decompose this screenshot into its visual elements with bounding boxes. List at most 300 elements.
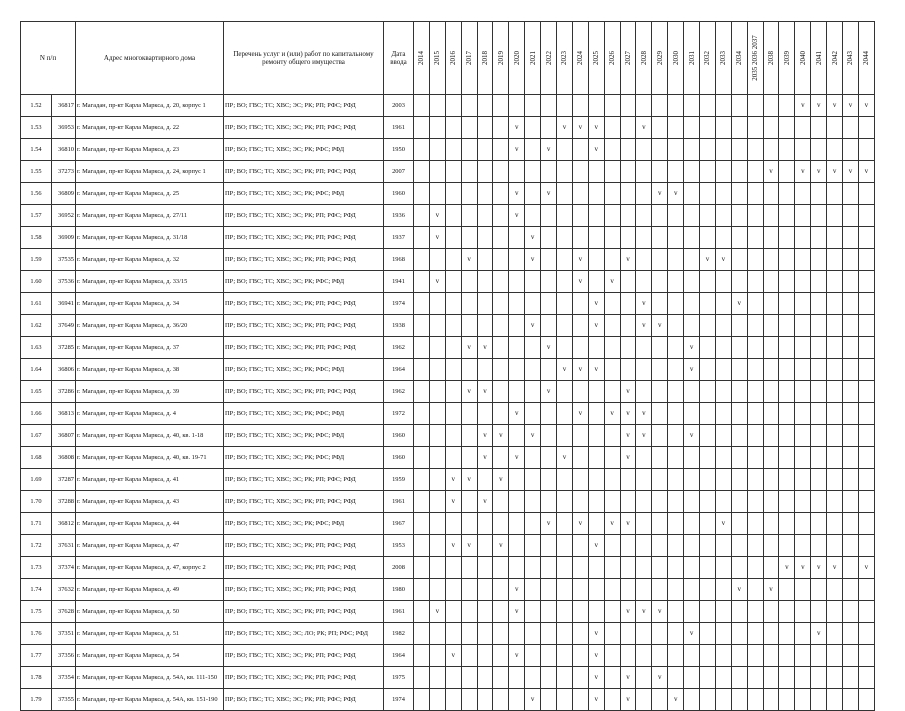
commission-year-cell: 1974 [384, 293, 414, 315]
year-mark-cell [763, 359, 779, 381]
header-year [843, 22, 859, 95]
year-mark-cell [429, 403, 445, 425]
year-mark-cell [684, 601, 700, 623]
year-mark-cell [795, 227, 811, 249]
year-mark-cell [811, 359, 827, 381]
year-mark-cell [747, 447, 763, 469]
year-mark-cell [779, 139, 795, 161]
year-mark-cell [477, 205, 493, 227]
year-mark-cell [620, 95, 636, 117]
year-mark-cell [429, 535, 445, 557]
year-mark-cell [652, 205, 668, 227]
year-mark-cell [588, 271, 604, 293]
services-cell: ПР; ВО; ГВС; ТС; ХВС; ЭС; РК; РФС; РФД [224, 183, 384, 205]
year-mark-cell [493, 117, 509, 139]
row-number-cell: 1.73 [21, 557, 52, 579]
year-mark-cell [747, 623, 763, 645]
year-mark-cell: v [541, 513, 557, 535]
services-cell: ПР; ВО; ГВС; ТС; ХВС; ЭС; РК; РП; РФС; РФД [224, 161, 384, 183]
year-mark-cell [620, 535, 636, 557]
year-mark-cell [572, 425, 588, 447]
house-id-cell: 36810 [52, 139, 76, 161]
year-mark-cell [445, 403, 461, 425]
year-mark-cell [779, 359, 795, 381]
year-mark-cell: v [509, 183, 525, 205]
year-mark-cell [843, 139, 859, 161]
year-mark-cell [509, 491, 525, 513]
year-mark-cell [811, 293, 827, 315]
year-mark-cell [557, 293, 573, 315]
year-mark-cell [700, 513, 716, 535]
year-mark-cell [588, 95, 604, 117]
commission-year-cell: 1953 [384, 535, 414, 557]
year-mark-cell [477, 513, 493, 535]
year-mark-cell [684, 645, 700, 667]
services-cell: ПР; ВО; ГВС; ТС; ХВС; ЭС; РК; РФС; РФД [224, 359, 384, 381]
year-mark-cell: v [557, 117, 573, 139]
year-mark-cell [620, 227, 636, 249]
year-mark-cell [779, 381, 795, 403]
year-mark-cell: v [445, 491, 461, 513]
year-mark-cell [731, 535, 747, 557]
year-mark-cell [700, 601, 716, 623]
year-mark-cell: v [811, 623, 827, 645]
year-mark-cell [668, 579, 684, 601]
year-mark-cell [414, 337, 430, 359]
year-mark-cell [795, 117, 811, 139]
year-mark-cell [668, 491, 684, 513]
year-mark-cell: v [541, 381, 557, 403]
year-mark-cell [843, 447, 859, 469]
year-mark-cell [414, 183, 430, 205]
year-mark-cell [668, 315, 684, 337]
year-mark-cell [763, 337, 779, 359]
year-mark-cell [684, 667, 700, 689]
year-mark-cell [747, 227, 763, 249]
year-mark-cell [509, 557, 525, 579]
year-mark-cell [779, 469, 795, 491]
year-mark-cell [493, 601, 509, 623]
year-mark-cell [557, 337, 573, 359]
year-mark-cell [811, 491, 827, 513]
year-mark-cell [429, 161, 445, 183]
year-mark-cell [747, 689, 763, 711]
year-mark-cell [843, 469, 859, 491]
year-mark-cell [652, 227, 668, 249]
year-mark-cell [604, 667, 620, 689]
year-mark-cell [811, 117, 827, 139]
address-cell: г. Магадан, пр-кт Карла Маркса, д. 24, корпус 1 [76, 161, 224, 183]
year-mark-cell [700, 337, 716, 359]
commission-year-cell: 1938 [384, 315, 414, 337]
year-mark-cell [429, 469, 445, 491]
year-mark-cell [636, 205, 652, 227]
year-mark-cell: v [557, 359, 573, 381]
year-mark-cell [763, 249, 779, 271]
year-mark-cell [636, 513, 652, 535]
year-mark-cell [429, 689, 445, 711]
year-mark-cell [652, 535, 668, 557]
year-mark-cell: v [620, 447, 636, 469]
address-cell: г. Магадан, пр-кт Карла Маркса, д. 39 [76, 381, 224, 403]
services-cell: ПР; ВО; ГВС; ТС; ХВС; ЭС; РК; РП; РФС; РФД [224, 491, 384, 513]
house-id-cell: 37355 [52, 689, 76, 711]
repair-schedule-table [20, 21, 875, 711]
row-number-cell: 1.68 [21, 447, 52, 469]
year-mark-cell [731, 381, 747, 403]
address-cell: г. Магадан, пр-кт Карла Маркса, д. 23 [76, 139, 224, 161]
header-year [588, 22, 604, 95]
year-mark-cell: v [588, 535, 604, 557]
year-mark-cell: v [588, 667, 604, 689]
header-year-label: 2026 [608, 51, 617, 65]
year-mark-cell [858, 623, 874, 645]
commission-year-cell: 1974 [384, 689, 414, 711]
header-year [858, 22, 874, 95]
year-mark-cell [445, 95, 461, 117]
year-mark-cell: v [572, 117, 588, 139]
header-year-label: 2017 [465, 51, 474, 65]
year-mark-cell [525, 513, 541, 535]
year-mark-cell [414, 491, 430, 513]
year-mark-cell: v [827, 557, 843, 579]
year-mark-cell [541, 689, 557, 711]
year-mark-cell [731, 645, 747, 667]
year-mark-cell [715, 623, 731, 645]
address-cell: г. Магадан, пр-кт Карла Маркса, д. 47, корпус 2 [76, 557, 224, 579]
year-mark-cell [731, 315, 747, 337]
year-mark-cell [445, 139, 461, 161]
year-mark-cell [652, 117, 668, 139]
year-mark-cell [572, 557, 588, 579]
year-mark-cell [843, 183, 859, 205]
year-mark-cell: v [541, 139, 557, 161]
year-mark-cell [557, 381, 573, 403]
year-mark-cell [684, 227, 700, 249]
year-mark-cell [715, 271, 731, 293]
year-mark-cell [636, 139, 652, 161]
year-mark-cell [493, 293, 509, 315]
services-cell: ПР; ВО; ГВС; ТС; ХВС; ЭС; РК; РП; РФС; РФД [224, 645, 384, 667]
table-row [21, 601, 875, 623]
year-mark-cell [572, 667, 588, 689]
year-mark-cell [493, 667, 509, 689]
header-year [779, 22, 795, 95]
year-mark-cell [684, 205, 700, 227]
year-mark-cell [572, 447, 588, 469]
header-year-label: 2044 [862, 51, 871, 65]
house-id-cell: 37628 [52, 601, 76, 623]
year-mark-cell [747, 315, 763, 337]
year-mark-cell [795, 249, 811, 271]
year-mark-cell [779, 95, 795, 117]
year-mark-cell [795, 469, 811, 491]
year-mark-cell [604, 557, 620, 579]
year-mark-cell [700, 227, 716, 249]
year-mark-cell [541, 403, 557, 425]
year-mark-cell [827, 447, 843, 469]
year-mark-cell [414, 469, 430, 491]
year-mark-cell [715, 139, 731, 161]
services-cell: ПР; ВО; ГВС; ТС; ХВС; ЭС; РК; РП; РФС; РФД [224, 293, 384, 315]
year-mark-cell [843, 403, 859, 425]
year-mark-cell [652, 689, 668, 711]
year-mark-cell [493, 95, 509, 117]
year-mark-cell [715, 601, 731, 623]
year-mark-cell [795, 337, 811, 359]
year-mark-cell [715, 689, 731, 711]
year-mark-cell [588, 557, 604, 579]
year-mark-cell [652, 579, 668, 601]
year-mark-cell: v [445, 469, 461, 491]
year-mark-cell [715, 183, 731, 205]
year-mark-cell [827, 359, 843, 381]
year-mark-cell [684, 95, 700, 117]
year-mark-cell [827, 315, 843, 337]
year-mark-cell [763, 469, 779, 491]
year-mark-cell [461, 315, 477, 337]
commission-year-cell: 1936 [384, 205, 414, 227]
year-mark-cell [747, 535, 763, 557]
year-mark-cell [747, 381, 763, 403]
table-row [21, 205, 875, 227]
year-mark-cell: v [731, 293, 747, 315]
year-mark-cell [429, 315, 445, 337]
year-mark-cell [731, 689, 747, 711]
year-mark-cell [858, 359, 874, 381]
table-row [21, 491, 875, 513]
year-mark-cell [827, 403, 843, 425]
year-mark-cell [541, 535, 557, 557]
commission-year-cell: 1950 [384, 139, 414, 161]
year-mark-cell [763, 315, 779, 337]
year-mark-cell [477, 557, 493, 579]
services-cell: ПР; ВО; ГВС; ТС; ХВС; ЭС; РК; РП; РФС; РФД [224, 337, 384, 359]
commission-year-cell: 1941 [384, 271, 414, 293]
year-mark-cell [811, 601, 827, 623]
services-cell: ПР; ВО; ГВС; ТС; ХВС; ЭС; РК; РП; РФС; РФД [224, 689, 384, 711]
year-mark-cell [572, 689, 588, 711]
year-mark-cell [493, 623, 509, 645]
year-mark-cell: v [461, 381, 477, 403]
year-mark-cell [747, 513, 763, 535]
year-mark-cell [827, 689, 843, 711]
year-mark-cell [541, 95, 557, 117]
year-mark-cell: v [477, 337, 493, 359]
services-cell: ПР; ВО; ГВС; ТС; ХВС; ЭС; ЛО; РК; РП; РФС; РФД [224, 623, 384, 645]
year-mark-cell [747, 183, 763, 205]
year-mark-cell: v [636, 601, 652, 623]
house-id-cell: 36813 [52, 403, 76, 425]
header-year [429, 22, 445, 95]
year-mark-cell [827, 513, 843, 535]
house-id-cell: 37288 [52, 491, 76, 513]
year-mark-cell: v [731, 579, 747, 601]
year-mark-cell [461, 425, 477, 447]
year-mark-cell [541, 645, 557, 667]
year-mark-cell [684, 139, 700, 161]
year-mark-cell: v [620, 403, 636, 425]
year-mark-cell [636, 337, 652, 359]
year-mark-cell [604, 689, 620, 711]
year-mark-cell [731, 337, 747, 359]
year-mark-cell: v [795, 161, 811, 183]
year-mark-cell [779, 403, 795, 425]
header-year-label: 2041 [814, 51, 823, 65]
year-mark-cell [445, 689, 461, 711]
row-number-cell: 1.79 [21, 689, 52, 711]
year-mark-cell [477, 95, 493, 117]
year-mark-cell [445, 623, 461, 645]
year-mark-cell [858, 293, 874, 315]
year-mark-cell [779, 337, 795, 359]
year-mark-cell [715, 667, 731, 689]
year-mark-cell [668, 403, 684, 425]
row-number-cell: 1.74 [21, 579, 52, 601]
house-id-cell: 37286 [52, 381, 76, 403]
year-mark-cell [715, 425, 731, 447]
year-mark-cell [445, 601, 461, 623]
table-row [21, 425, 875, 447]
year-mark-cell [795, 293, 811, 315]
year-mark-cell: v [477, 447, 493, 469]
year-mark-cell [731, 205, 747, 227]
header-year [700, 22, 716, 95]
year-mark-cell [445, 337, 461, 359]
year-mark-cell [763, 117, 779, 139]
year-mark-cell [525, 667, 541, 689]
house-id-cell: 37285 [52, 337, 76, 359]
year-mark-cell [541, 249, 557, 271]
year-mark-cell [843, 579, 859, 601]
services-cell: ПР; ВО; ГВС; ТС; ХВС; ЭС; РК; РП; РФС; РФД [224, 117, 384, 139]
year-mark-cell [414, 117, 430, 139]
year-mark-cell: v [509, 645, 525, 667]
table-row [21, 249, 875, 271]
year-mark-cell [715, 535, 731, 557]
year-mark-cell [652, 249, 668, 271]
year-mark-cell: v [429, 227, 445, 249]
year-mark-cell [827, 249, 843, 271]
commission-year-cell: 1959 [384, 469, 414, 491]
year-mark-cell [763, 381, 779, 403]
services-cell: ПР; ВО; ГВС; ТС; ХВС; ЭС; РК; РФС; РФД [224, 403, 384, 425]
year-mark-cell: v [620, 601, 636, 623]
year-mark-cell [620, 293, 636, 315]
year-mark-cell [795, 315, 811, 337]
year-mark-cell: v [811, 95, 827, 117]
header-year-label: 2022 [544, 51, 553, 65]
year-mark-cell: v [429, 601, 445, 623]
year-mark-cell [715, 579, 731, 601]
year-mark-cell [636, 381, 652, 403]
year-mark-cell: v [493, 425, 509, 447]
year-mark-cell: v [509, 601, 525, 623]
year-mark-cell [700, 535, 716, 557]
year-mark-cell: v [858, 95, 874, 117]
year-mark-cell: v [509, 579, 525, 601]
commission-year-cell: 1960 [384, 183, 414, 205]
year-mark-cell [588, 469, 604, 491]
year-mark-cell [700, 381, 716, 403]
year-mark-cell: v [636, 403, 652, 425]
year-mark-cell [858, 117, 874, 139]
year-mark-cell [684, 271, 700, 293]
address-cell: г. Магадан, пр-кт Карла Маркса, д. 54 [76, 645, 224, 667]
address-cell: г. Магадан, пр-кт Карла Маркса, д. 20, корпус 1 [76, 95, 224, 117]
year-mark-cell [858, 315, 874, 337]
table-row [21, 403, 875, 425]
year-mark-cell [747, 205, 763, 227]
row-number-cell: 1.70 [21, 491, 52, 513]
year-mark-cell [477, 667, 493, 689]
year-mark-cell [636, 249, 652, 271]
table-row [21, 579, 875, 601]
year-mark-cell [731, 557, 747, 579]
year-mark-cell [636, 447, 652, 469]
year-mark-cell [509, 623, 525, 645]
year-mark-cell [525, 623, 541, 645]
year-mark-cell [541, 447, 557, 469]
year-mark-cell: v [509, 117, 525, 139]
year-mark-cell [620, 183, 636, 205]
year-mark-cell [414, 645, 430, 667]
year-mark-cell [858, 205, 874, 227]
row-number-cell: 1.65 [21, 381, 52, 403]
year-mark-cell [858, 271, 874, 293]
year-mark-cell: v [652, 315, 668, 337]
year-mark-cell [477, 117, 493, 139]
year-mark-cell: v [811, 161, 827, 183]
year-mark-cell [843, 535, 859, 557]
year-mark-cell: v [636, 117, 652, 139]
header-year-label: 2027 [624, 51, 633, 65]
year-mark-cell [811, 425, 827, 447]
year-mark-cell [731, 359, 747, 381]
year-mark-cell [541, 601, 557, 623]
year-mark-cell [652, 645, 668, 667]
year-mark-cell [445, 315, 461, 337]
year-mark-cell [731, 601, 747, 623]
address-cell: г. Магадан, пр-кт Карла Маркса, д. 22 [76, 117, 224, 139]
year-mark-cell [795, 645, 811, 667]
year-mark-cell [461, 95, 477, 117]
year-mark-cell [731, 161, 747, 183]
year-mark-cell: v [858, 557, 874, 579]
header-year [604, 22, 620, 95]
services-cell: ПР; ВО; ГВС; ТС; ХВС; ЭС; РК; РП; РФС; РФД [224, 601, 384, 623]
year-mark-cell [843, 227, 859, 249]
year-mark-cell [763, 557, 779, 579]
year-mark-cell [525, 337, 541, 359]
year-mark-cell [652, 491, 668, 513]
year-mark-cell: v [461, 337, 477, 359]
year-mark-cell [747, 469, 763, 491]
year-mark-cell [763, 667, 779, 689]
year-mark-cell [429, 491, 445, 513]
row-number-cell: 1.59 [21, 249, 52, 271]
year-mark-cell [414, 447, 430, 469]
table-row [21, 139, 875, 161]
year-mark-cell [747, 293, 763, 315]
year-mark-cell [652, 359, 668, 381]
commission-year-cell: 1980 [384, 579, 414, 601]
year-mark-cell [652, 293, 668, 315]
year-mark-cell [827, 667, 843, 689]
year-mark-cell [493, 579, 509, 601]
commission-year-cell: 1964 [384, 359, 414, 381]
year-mark-cell [811, 689, 827, 711]
